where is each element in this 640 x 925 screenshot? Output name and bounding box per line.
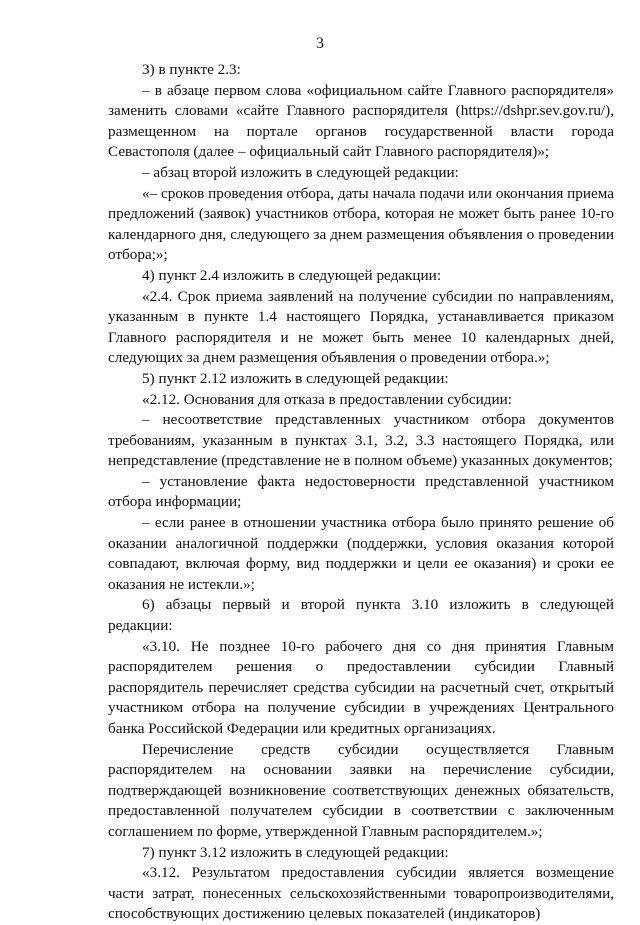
paragraph: – в абзаце первом слова «официальном сайте Главного распорядителя» заменить словами «сайте Главного распорядителя (https://dshpr.sev.gov.ru/), размещенном на портале органов государственной власти города Севастополя (далее – официальный сайт Главного распорядителя)»; <box>108 81 614 161</box>
page-number: 3 <box>316 35 324 52</box>
document-body <box>108 60 614 925</box>
paragraph: – установление факта недостоверности представленной участником отбора информации; <box>108 472 614 511</box>
paragraph: «3.12. Результатом предоставления субсидии является возмещение части затрат, понесенных сельскохозяйственными товаропроизводителями, способствующих достижению целевых показателей (индикаторов) <box>108 864 614 923</box>
paragraph: «– сроков проведения отбора, даты начала подачи или окончания приема предложений (заявок) участников отбора, которая не может быть ранее 10-го календарного дня, следующего за днем размещения объявления о проведении отбора;»; <box>108 184 614 264</box>
paragraph: «3.10. Не позднее 10-го рабочего дня со дня принятия Главным распорядителем решения о предоставлении субсидии Главный распорядитель перечисляет средства субсидии на расчетный счет, открытый участником отбора на получение субсидии в учреждениях Центрального банка Российской Федерации или кредитных организациях. <box>108 637 614 737</box>
paragraph: 6) абзацы первый и второй пункта 3.10 изложить в следующей редакции: <box>108 596 614 635</box>
paragraph: «2.4. Срок приема заявлений на получение субсидии по направлениям, указанным в пункте 1.4 настоящего Порядка, устанавливается приказом Главного распорядителя и не может быть менее 10 календарных дней, следующих за днем размещения объявления о проведении отбора.»; <box>108 287 614 367</box>
paragraph: – абзац второй изложить в следующей редакции: <box>142 163 459 181</box>
paragraph: 7) пункт 3.12 изложить в следующей редакции: <box>142 843 449 861</box>
paragraph: – если ранее в отношении участника отбора было принято решение об оказании аналогичной поддержки (поддержки, условия оказания которой совпадают, включая форму, вид поддержки и цели ее оказания) и сроки ее оказания не истекли.»; <box>108 514 614 593</box>
paragraph: – несоответствие представленных участником отбора документов требованиям, указанным в пунктах 3.1, 3.2, 3.3 настоящего Порядка, или непредставление (представление не в полном объеме) указанных документов; <box>108 411 614 470</box>
paragraph: Перечисление средств субсидии осуществляется Главным распорядителем на основании заявки на перечисление субсидии, подтверждающей возникновение соответствующих денежных обязательств, предоставленной получателем субсидии в соответствии с заключенным соглашением по форме, утвержденной Главным распорядителем.»; <box>108 740 614 840</box>
paragraph: 4) пункт 2.4 изложить в следующей редакции: <box>142 266 442 284</box>
paragraph: «2.12. Основания для отказа в предоставлении субсидии: <box>142 390 512 408</box>
paragraph: 5) пункт 2.12 изложить в следующей редакции: <box>142 369 449 387</box>
paragraph: 3) в пункте 2.3: <box>142 61 241 78</box>
